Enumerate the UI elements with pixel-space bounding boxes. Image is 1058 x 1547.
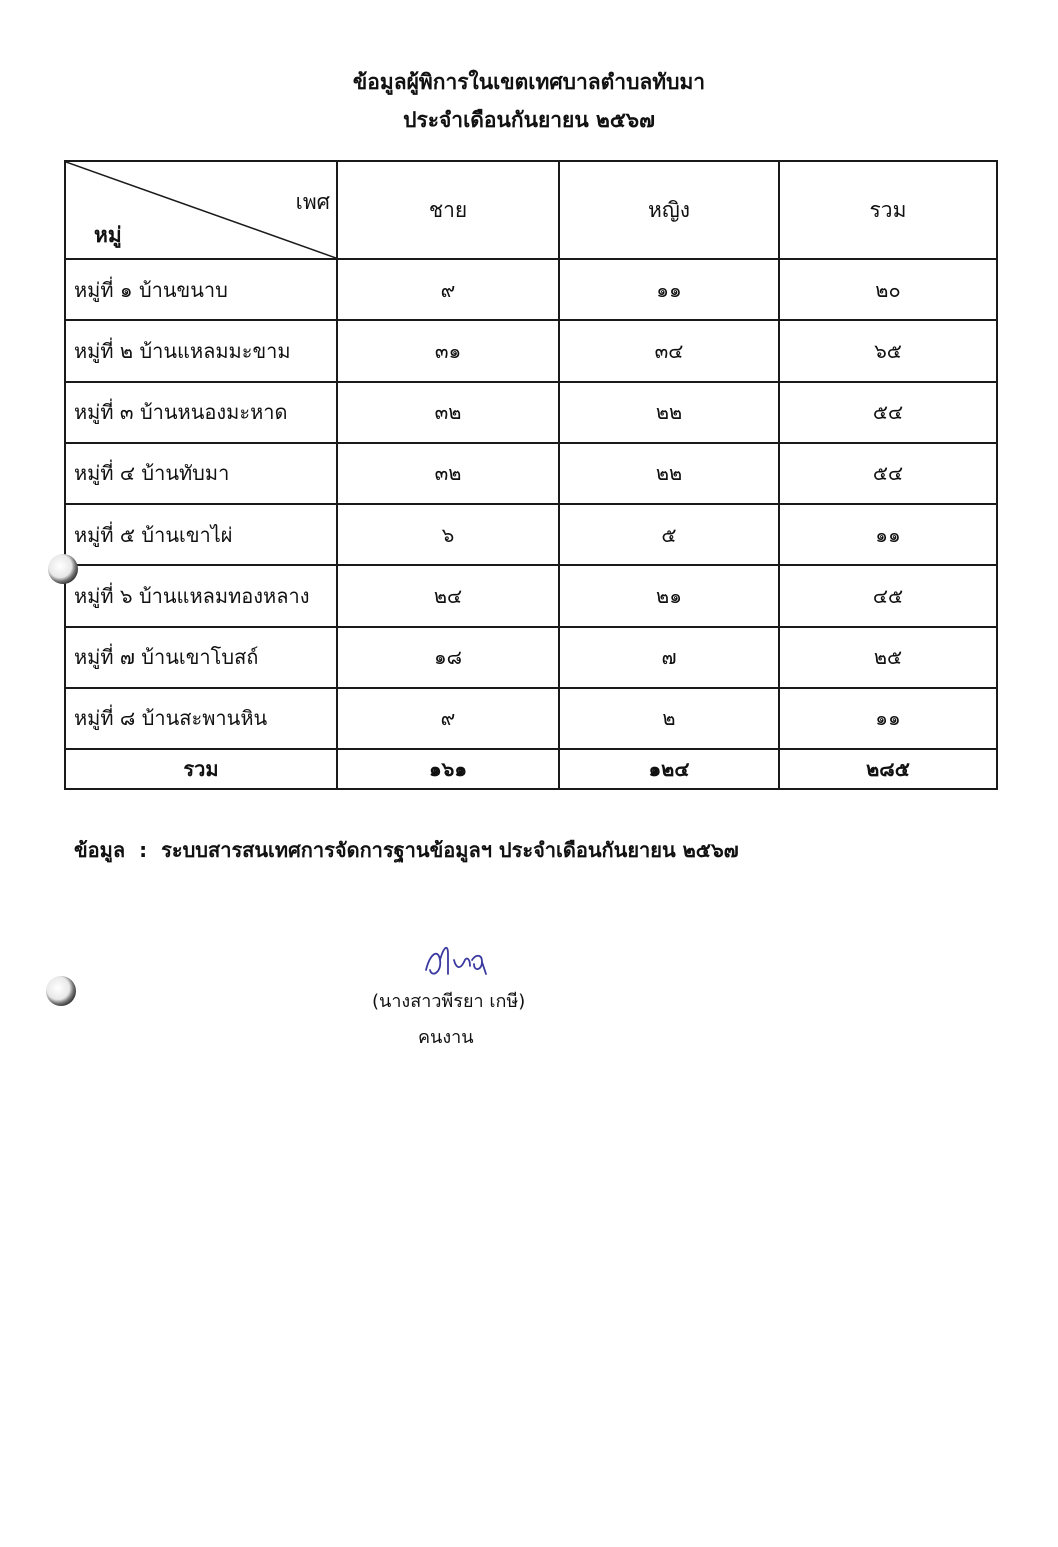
female-count: ๒๒	[559, 443, 779, 504]
village-name: หมู่ที่ ๒ บ้านแหลมมะขาม	[65, 320, 337, 381]
source-text: ระบบสารสนเทศการจัดการฐานข้อมูลฯ ประจำเดือนกันยายน ๒๕๖๗	[161, 838, 739, 862]
female-count: ๒๑	[559, 565, 779, 626]
village-name: หมู่ที่ ๗ บ้านเขาโบสถ์	[65, 627, 337, 688]
female-count: ๗	[559, 627, 779, 688]
male-count: ๓๑	[337, 320, 559, 381]
male-count: ๖	[337, 504, 559, 565]
village-name: หมู่ที่ ๕ บ้านเขาไผ่	[65, 504, 337, 565]
total-count: ๒๐	[779, 259, 997, 320]
village-name: หมู่ที่ ๔ บ้านทับมา	[65, 443, 337, 504]
female-count: ๒๒	[559, 382, 779, 443]
female-count: ๓๔	[559, 320, 779, 381]
total-row	[65, 749, 997, 789]
corner-village-label: หมู่	[94, 223, 122, 247]
female-count: ๑๑	[559, 259, 779, 320]
source-separator: :	[139, 838, 148, 862]
total-count: ๕๔	[779, 443, 997, 504]
female-count: ๕	[559, 504, 779, 565]
grand-total: ๒๘๕	[779, 749, 997, 789]
punch-hole	[46, 976, 76, 1006]
punch-hole	[48, 554, 78, 584]
village-name: หมู่ที่ ๓ บ้านหนองมะหาด	[65, 382, 337, 443]
corner-header-cell	[65, 161, 337, 259]
male-count: ๓๒	[337, 443, 559, 504]
total-count: ๔๕	[779, 565, 997, 626]
table-row	[65, 688, 997, 749]
total-count: ๑๑	[779, 504, 997, 565]
village-name: หมู่ที่ ๑ บ้านขนาบ	[65, 259, 337, 320]
total-count: ๑๑	[779, 688, 997, 749]
data-source-note	[74, 834, 739, 866]
village-name: หมู่ที่ ๖ บ้านแหลมทองหลาง	[65, 565, 337, 626]
total-female: ๑๒๔	[559, 749, 779, 789]
signer-name: (นางสาวพีรยา เกษี)	[372, 991, 526, 1012]
document-title: ข้อมูลผู้พิการในเขตเทศบาลตำบลทับมา	[352, 70, 706, 94]
male-count: ๒๔	[337, 565, 559, 626]
male-count: ๙	[337, 688, 559, 749]
total-count: ๕๔	[779, 382, 997, 443]
male-count: ๓๒	[337, 382, 559, 443]
table-row	[65, 627, 997, 688]
header-female: หญิง	[559, 161, 779, 259]
female-count: ๒	[559, 688, 779, 749]
total-label: รวม	[65, 749, 337, 789]
total-count: ๒๕	[779, 627, 997, 688]
table-header-row	[65, 161, 997, 259]
total-count: ๖๕	[779, 320, 997, 381]
table-row	[65, 443, 997, 504]
table-row	[65, 259, 997, 320]
handwritten-signature	[420, 940, 490, 984]
table-row	[65, 382, 997, 443]
disability-table	[64, 160, 998, 790]
signer-position: คนงาน	[418, 1027, 474, 1048]
male-count: ๑๘	[337, 627, 559, 688]
table-row	[65, 565, 997, 626]
table-row	[65, 320, 997, 381]
total-male: ๑๖๑	[337, 749, 559, 789]
corner-sex-label: เพศ	[295, 190, 330, 214]
disability-table-container	[64, 160, 996, 790]
header-male: ชาย	[337, 161, 559, 259]
male-count: ๙	[337, 259, 559, 320]
table-row	[65, 504, 997, 565]
village-name: หมู่ที่ ๘ บ้านสะพานหิน	[65, 688, 337, 749]
document-subtitle: ประจำเดือนกันยายน ๒๕๖๗	[403, 108, 655, 132]
header-total: รวม	[779, 161, 997, 259]
source-label: ข้อมูล	[74, 838, 126, 862]
